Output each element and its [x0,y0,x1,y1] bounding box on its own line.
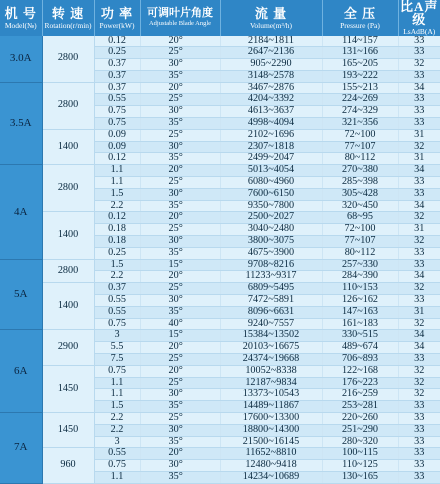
power-cell: 1.5 [94,401,140,413]
volume-cell: 6809~5495 [220,283,322,295]
angle-cell: 30° [140,460,220,472]
volume-cell: 12480~9418 [220,460,322,472]
power-cell: 0.18 [94,236,140,248]
pressure-cell: 161~183 [322,318,398,330]
power-cell: 0.55 [94,306,140,318]
speed-cell: 2800 [42,36,94,83]
pressure-cell: 122~168 [322,365,398,377]
volume-cell: 3467~2876 [220,82,322,94]
noise-cell: 31 [398,306,440,318]
pressure-cell: 220~260 [322,413,398,425]
angle-cell: 20° [140,165,220,177]
angle-cell: 35° [140,436,220,448]
noise-cell: 32 [398,212,440,224]
pressure-cell: 110~153 [322,283,398,295]
power-cell: 1.1 [94,177,140,189]
noise-cell: 33 [398,448,440,460]
pressure-cell: 114~157 [322,36,398,47]
volume-cell: 9240~7557 [220,318,322,330]
volume-cell: 9350~7800 [220,200,322,212]
volume-cell: 4675~3900 [220,247,322,259]
pressure-cell: 68~95 [322,212,398,224]
power-cell: 0.25 [94,47,140,59]
power-cell: 0.18 [94,224,140,236]
pressure-cell: 155~213 [322,82,398,94]
volume-cell: 5013~4054 [220,165,322,177]
volume-cell: 4204~3392 [220,94,322,106]
noise-cell: 34 [398,271,440,283]
pressure-cell: 77~107 [322,236,398,248]
pressure-cell: 330~515 [322,330,398,342]
angle-cell: 20° [140,82,220,94]
power-cell: 0.12 [94,36,140,47]
pressure-cell: 321~356 [322,118,398,130]
volume-cell: 21500~16145 [220,436,322,448]
noise-cell: 33 [398,436,440,448]
pressure-cell: 257~330 [322,259,398,271]
angle-cell: 30° [140,188,220,200]
pressure-cell: 285~398 [322,177,398,189]
header-noise-en: LsAdB(A) [399,28,440,36]
model-cell: 7A [0,413,42,484]
pressure-cell: 320~450 [322,200,398,212]
angle-cell: 20° [140,271,220,283]
power-cell: 1.5 [94,188,140,200]
pressure-cell: 176~223 [322,377,398,389]
angle-cell: 25° [140,413,220,425]
volume-cell: 905~2290 [220,59,322,71]
angle-cell: 35° [140,247,220,259]
power-cell: 2.2 [94,424,140,436]
angle-cell: 20° [140,342,220,354]
power-cell: 1.1 [94,165,140,177]
header-model [0,0,42,36]
noise-cell: 34 [398,165,440,177]
angle-cell: 25° [140,283,220,295]
volume-cell: 12187~9834 [220,377,322,389]
volume-cell: 13373~10543 [220,389,322,401]
power-cell: 0.25 [94,247,140,259]
angle-cell: 25° [140,94,220,106]
volume-cell: 17600~13300 [220,413,322,425]
power-cell: 0.37 [94,70,140,82]
volume-cell: 11652~8810 [220,448,322,460]
table-header [0,0,440,36]
header-power-cn: 功 率 [95,7,140,20]
noise-cell: 33 [398,424,440,436]
angle-cell: 35° [140,471,220,483]
power-cell: 0.37 [94,283,140,295]
header-angle-cn: 可调叶片角度 [141,8,220,19]
noise-cell: 31 [398,153,440,165]
power-cell: 7.5 [94,354,140,366]
table-row [0,330,440,342]
speed-cell: 2800 [42,259,94,283]
header-noise [398,0,440,36]
power-cell: 1.1 [94,377,140,389]
volume-cell: 7600~6150 [220,188,322,200]
angle-cell: 35° [140,118,220,130]
header-volume [220,0,322,36]
pressure-cell: 251~290 [322,424,398,436]
header-speed-en: Rotation(r/min) [43,22,94,30]
model-cell: 4A [0,165,42,259]
pressure-cell: 193~222 [322,70,398,82]
speed-cell: 1450 [42,365,94,412]
pressure-cell: 72~100 [322,129,398,141]
power-cell: 0.55 [94,448,140,460]
table-row [0,283,440,295]
noise-cell: 34 [398,330,440,342]
power-cell: 0.09 [94,129,140,141]
angle-cell: 20° [140,448,220,460]
angle-cell: 15° [140,259,220,271]
volume-cell: 4998~4094 [220,118,322,130]
angle-cell: 25° [140,354,220,366]
pressure-cell: 100~115 [322,448,398,460]
volume-cell: 2500~2027 [220,212,322,224]
speed-cell: 1400 [42,283,94,330]
model-cell: 6A [0,330,42,413]
table-row [0,36,440,47]
header-noise-cn: 比A声级 [399,0,440,26]
power-cell: 0.37 [94,82,140,94]
angle-cell: 20° [140,365,220,377]
pressure-cell: 284~390 [322,271,398,283]
pressure-cell: 274~329 [322,106,398,118]
pressure-cell: 130~165 [322,471,398,483]
pressure-cell: 131~166 [322,47,398,59]
speed-cell: 1450 [42,413,94,448]
noise-cell: 33 [398,259,440,271]
volume-cell: 2184~1811 [220,36,322,47]
table-row [0,212,440,224]
header-model-en: Model(№) [0,22,42,30]
volume-cell: 3800~3075 [220,236,322,248]
volume-cell: 4613~3637 [220,106,322,118]
angle-cell: 30° [140,424,220,436]
header-pressure-cn: 全 压 [323,7,398,20]
power-cell: 0.55 [94,295,140,307]
pressure-cell: 305~428 [322,188,398,200]
noise-cell: 33 [398,47,440,59]
noise-cell: 33 [398,413,440,425]
angle-cell: 35° [140,70,220,82]
noise-cell: 34 [398,342,440,354]
noise-cell: 33 [398,177,440,189]
pressure-cell: 126~162 [322,295,398,307]
power-cell: 2.2 [94,413,140,425]
pressure-cell: 253~281 [322,401,398,413]
pressure-cell: 77~107 [322,141,398,153]
power-cell: 0.37 [94,59,140,71]
angle-cell: 35° [140,401,220,413]
power-cell: 0.75 [94,365,140,377]
noise-cell: 32 [398,141,440,153]
table-row [0,129,440,141]
power-cell: 1.5 [94,259,140,271]
model-cell: 3.0A [0,36,42,83]
angle-cell: 40° [140,318,220,330]
volume-cell: 14489~11867 [220,401,322,413]
angle-cell: 30° [140,141,220,153]
volume-cell: 3040~2480 [220,224,322,236]
volume-cell: 2102~1696 [220,129,322,141]
noise-cell: 33 [398,36,440,47]
table-row [0,448,440,460]
noise-cell: 32 [398,377,440,389]
noise-cell: 31 [398,224,440,236]
angle-cell: 30° [140,106,220,118]
noise-cell: 32 [398,236,440,248]
angle-cell: 30° [140,59,220,71]
volume-cell: 2647~2136 [220,47,322,59]
pressure-cell: 147~163 [322,306,398,318]
table-row [0,365,440,377]
angle-cell: 25° [140,47,220,59]
table-body [0,36,440,484]
pressure-cell: 706~893 [322,354,398,366]
noise-cell: 31 [398,129,440,141]
table-row [0,413,440,425]
power-cell: 2.2 [94,200,140,212]
header-volume-en: Volume(m³/h) [221,22,322,30]
pressure-cell: 489~674 [322,342,398,354]
pressure-cell: 165~205 [322,59,398,71]
power-cell: 0.12 [94,153,140,165]
pressure-cell: 80~112 [322,153,398,165]
pressure-cell: 280~320 [322,436,398,448]
model-cell: 5A [0,259,42,330]
angle-cell: 35° [140,306,220,318]
noise-cell: 33 [398,94,440,106]
power-cell: 5.5 [94,342,140,354]
header-model-cn: 机 号 [0,7,42,20]
power-cell: 0.12 [94,212,140,224]
angle-cell: 20° [140,36,220,47]
noise-cell: 33 [398,70,440,82]
power-cell: 0.75 [94,318,140,330]
table-row [0,82,440,94]
volume-cell: 11233~9317 [220,271,322,283]
angle-cell: 25° [140,224,220,236]
noise-cell: 33 [398,471,440,483]
header-speed-cn: 转 速 [43,7,94,20]
noise-cell: 33 [398,247,440,259]
header-angle-en: Adjustable Blade Angle [141,21,220,28]
volume-cell: 7472~5891 [220,295,322,307]
power-cell: 1.1 [94,471,140,483]
noise-cell: 33 [398,106,440,118]
angle-cell: 35° [140,200,220,212]
noise-cell: 34 [398,82,440,94]
noise-cell: 32 [398,365,440,377]
speed-cell: 1400 [42,129,94,164]
pressure-cell: 224~269 [322,94,398,106]
angle-cell: 30° [140,295,220,307]
speed-cell: 2800 [42,165,94,212]
power-cell: 0.75 [94,106,140,118]
noise-cell: 33 [398,118,440,130]
header-pressure-en: Pressure (Pa) [323,22,398,30]
angle-cell: 25° [140,377,220,389]
angle-cell: 20° [140,212,220,224]
volume-cell: 18800~14300 [220,424,322,436]
header-power-en: Power(kW) [95,22,140,30]
volume-cell: 15384~13502 [220,330,322,342]
speed-cell: 1400 [42,212,94,259]
noise-cell: 32 [398,318,440,330]
speed-cell: 2800 [42,82,94,129]
pressure-cell: 80~112 [322,247,398,259]
volume-cell: 2499~2047 [220,153,322,165]
speed-cell: 2900 [42,330,94,365]
header-pressure [322,0,398,36]
power-cell: 2.2 [94,271,140,283]
angle-cell: 25° [140,129,220,141]
power-cell: 0.55 [94,94,140,106]
pressure-cell: 216~259 [322,389,398,401]
angle-cell: 30° [140,389,220,401]
angle-cell: 25° [140,177,220,189]
power-cell: 0.75 [94,460,140,472]
volume-cell: 24374~19668 [220,354,322,366]
noise-cell: 33 [398,354,440,366]
noise-cell: 32 [398,283,440,295]
volume-cell: 8096~6631 [220,306,322,318]
model-cell: 3.5A [0,82,42,165]
volume-cell: 9708~8216 [220,259,322,271]
power-cell: 0.75 [94,118,140,130]
header-speed [42,0,94,36]
noise-cell: 33 [398,295,440,307]
header-angle [140,0,220,36]
power-cell: 0.09 [94,141,140,153]
angle-cell: 35° [140,153,220,165]
volume-cell: 2307~1818 [220,141,322,153]
power-cell: 3 [94,436,140,448]
noise-cell: 32 [398,389,440,401]
header-power [94,0,140,36]
volume-cell: 10052~8338 [220,365,322,377]
power-cell: 1.1 [94,389,140,401]
angle-cell: 30° [140,236,220,248]
angle-cell: 15° [140,330,220,342]
noise-cell: 32 [398,59,440,71]
pressure-cell: 72~100 [322,224,398,236]
volume-cell: 3148~2578 [220,70,322,82]
noise-cell: 34 [398,200,440,212]
table-row [0,259,440,271]
pressure-cell: 270~380 [322,165,398,177]
volume-cell: 14234~10689 [220,471,322,483]
speed-cell: 960 [42,448,94,483]
table-row [0,165,440,177]
power-cell: 3 [94,330,140,342]
noise-cell: 33 [398,188,440,200]
noise-cell: 33 [398,401,440,413]
noise-cell: 33 [398,460,440,472]
header-volume-cn: 流 量 [221,7,322,20]
pressure-cell: 110~125 [322,460,398,472]
volume-cell: 6080~4960 [220,177,322,189]
volume-cell: 20103~16675 [220,342,322,354]
